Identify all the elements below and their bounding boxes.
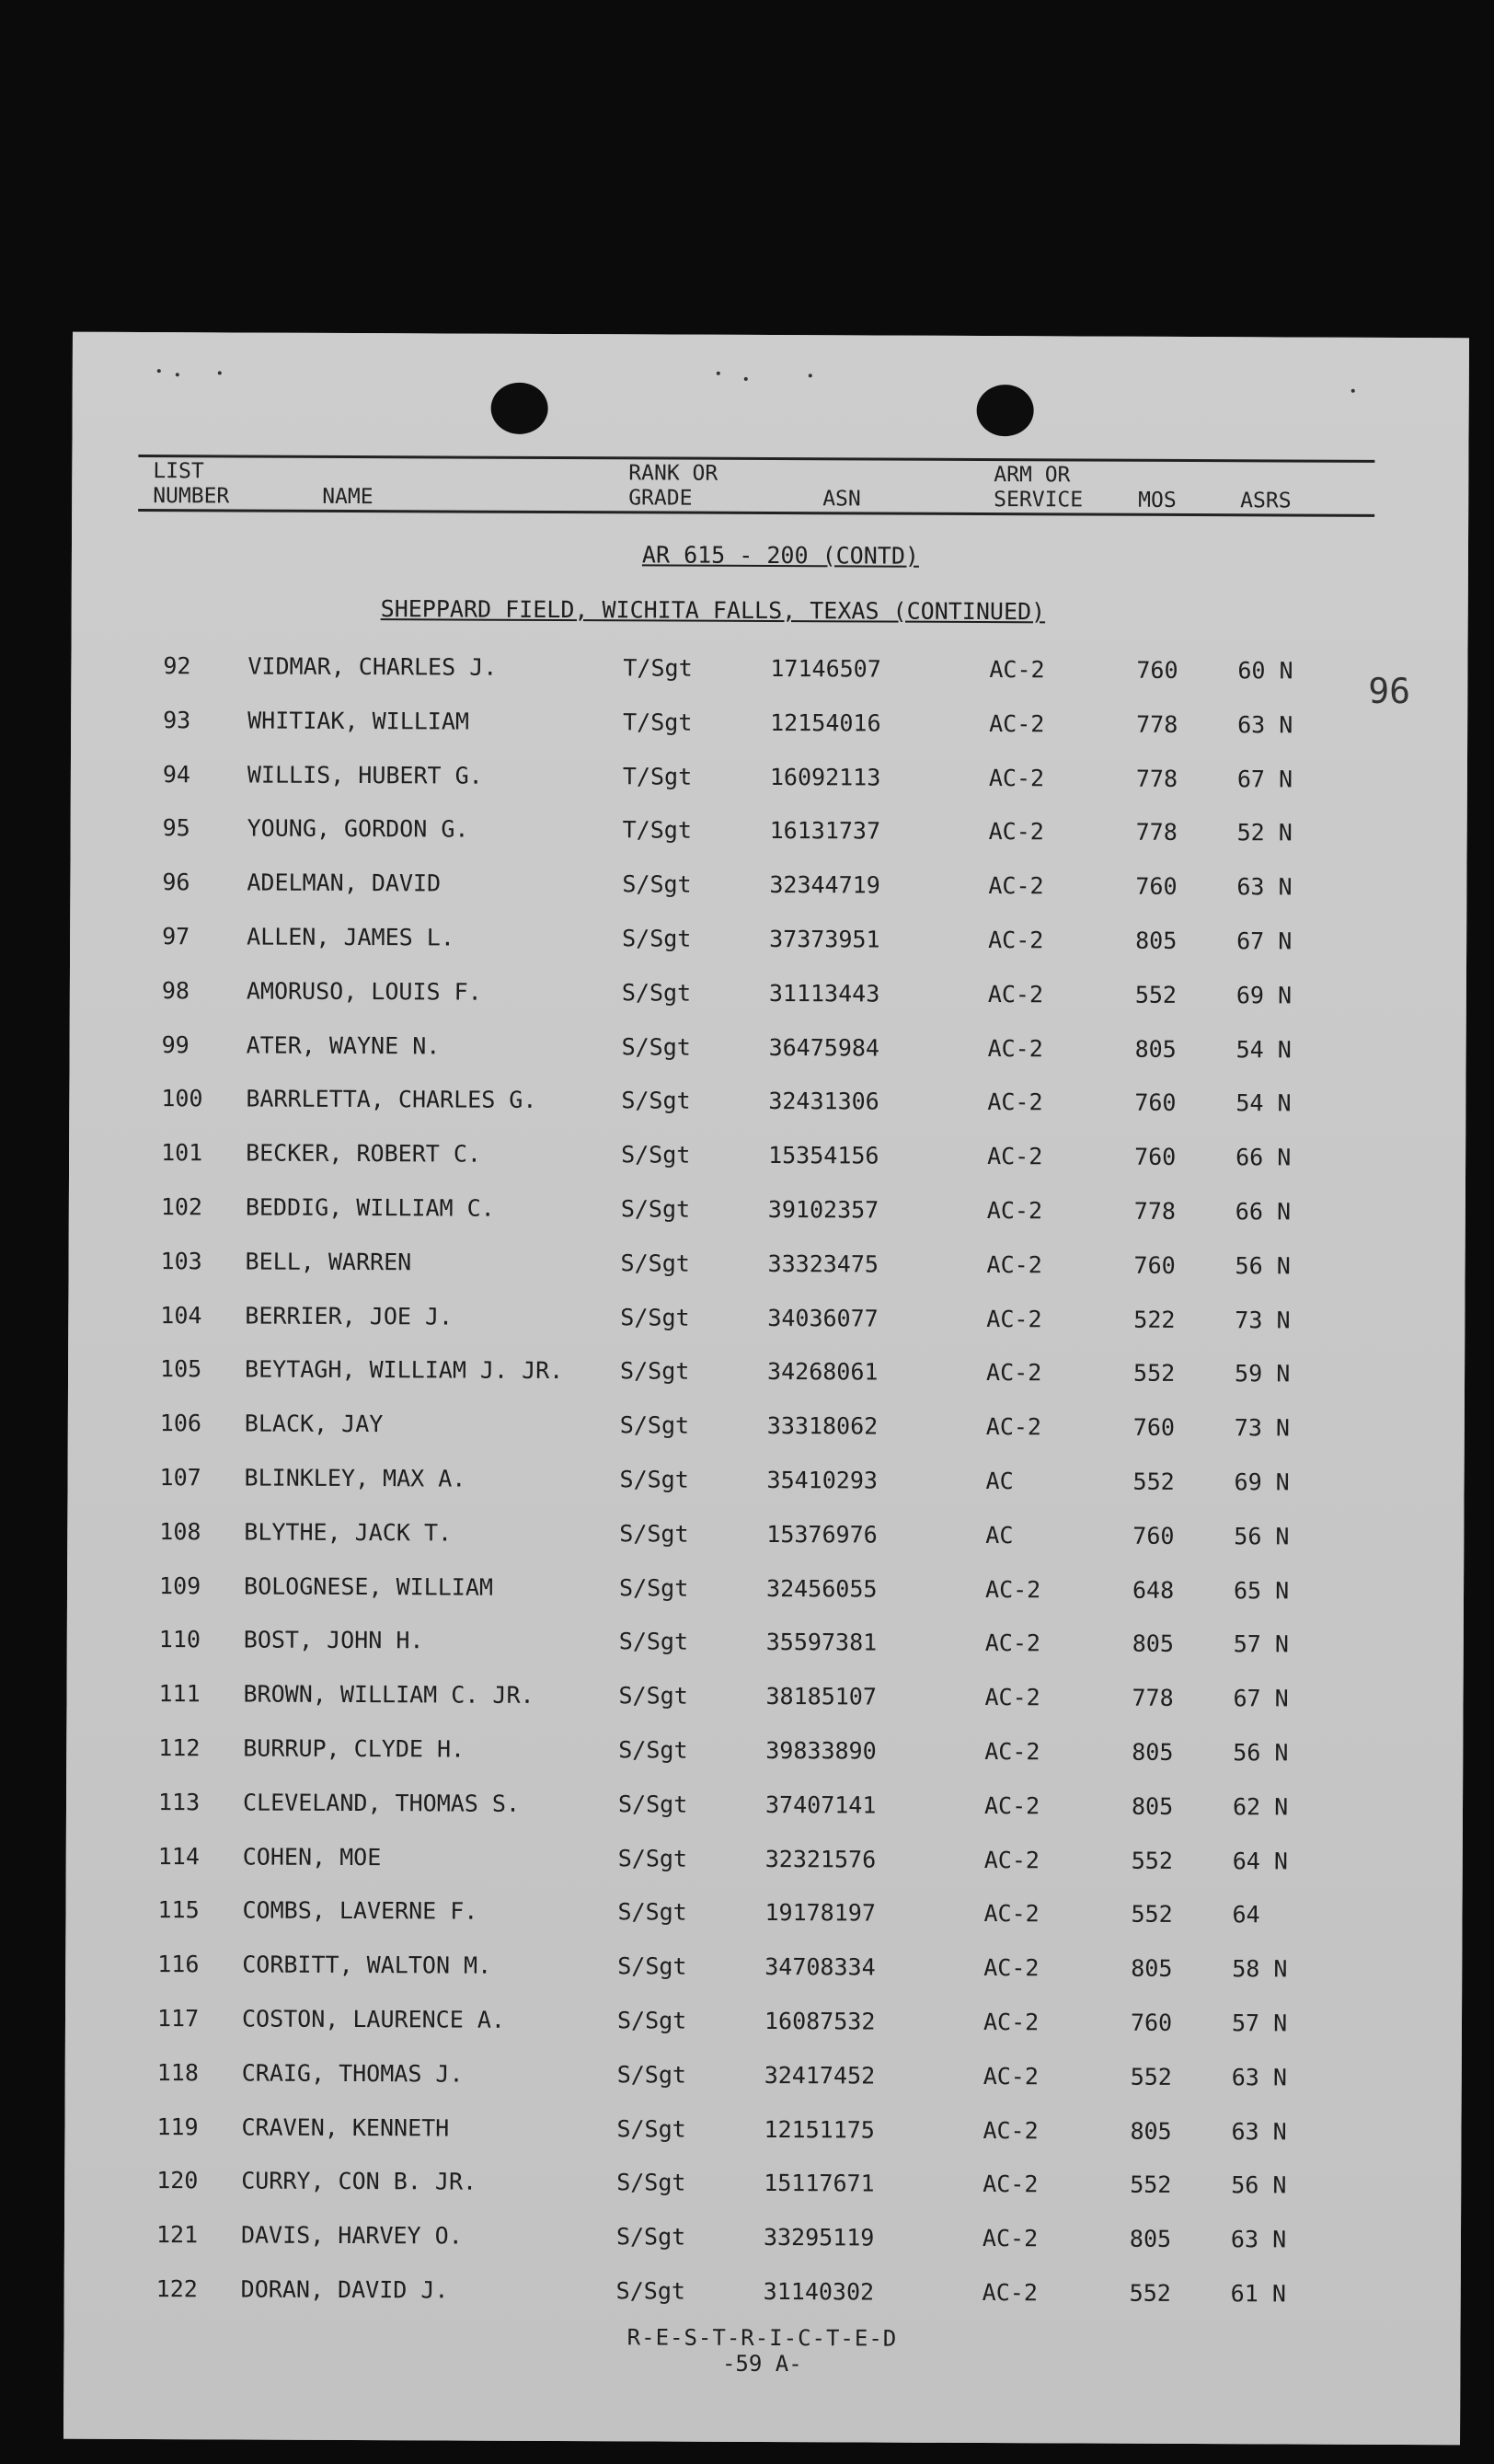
cell-asn: 35410293 (766, 1466, 879, 1494)
cell-rank: S/Sgt (618, 1682, 688, 1710)
cell-mos: 552 (1130, 2171, 1172, 2199)
cell-mos: 648 (1132, 1576, 1175, 1604)
cell-name: BEYTAGH, WILLIAM J. JR. (245, 1355, 564, 1385)
cell-rank: S/Sgt (615, 2223, 686, 2251)
cell-rank: S/Sgt (617, 1790, 688, 1818)
cell-mos: 805 (1131, 1954, 1173, 1983)
cell-mos: 778 (1135, 765, 1178, 792)
cell-name: YOUNG, GORDON G. (247, 814, 469, 843)
cell-mos: 760 (1134, 1143, 1177, 1171)
cell-list-number: 96 (162, 869, 190, 896)
cell-rank: T/Sgt (623, 654, 693, 682)
cell-asrs: 67 N (1236, 765, 1293, 793)
cell-asn: 33318062 (766, 1412, 879, 1440)
cell-asrs: 63 N (1237, 711, 1293, 739)
cell-rank: S/Sgt (617, 1844, 688, 1872)
table-row (71, 698, 1467, 758)
speck (809, 374, 812, 377)
table-row (68, 1348, 1465, 1408)
table-row (64, 2105, 1461, 2165)
cell-asn: 32431306 (768, 1088, 879, 1115)
cell-name: CRAIG, THOMAS J. (241, 2059, 464, 2088)
cell-rank: S/Sgt (620, 1249, 690, 1277)
cell-rank: S/Sgt (621, 1087, 691, 1115)
col-header-mos: MOS (1138, 488, 1177, 512)
cell-mos: 805 (1130, 2117, 1172, 2145)
cell-asrs: 59 N (1235, 1360, 1291, 1387)
cell-asrs: 54 N (1235, 1035, 1292, 1064)
cell-asrs: 63 N (1231, 2063, 1288, 2091)
cell-mos: 552 (1131, 1901, 1173, 1929)
cell-arm-service: AC-2 (983, 2062, 1040, 2090)
table-row (66, 1673, 1463, 1733)
cell-name: BROWN, WILLIAM C. JR. (243, 1680, 534, 1710)
table-row (68, 1402, 1465, 1462)
cell-rank: S/Sgt (620, 1195, 691, 1223)
table-row (70, 807, 1466, 867)
table-row (67, 1457, 1464, 1516)
cell-asn: 37373951 (769, 925, 880, 953)
cell-asrs: 63 N (1231, 2117, 1287, 2145)
cell-rank: S/Sgt (618, 1628, 689, 1655)
cell-asn: 33295119 (763, 2224, 875, 2251)
cell-mos: 805 (1134, 1035, 1177, 1063)
cell-mos: 778 (1136, 710, 1178, 738)
cell-name: ATER, WAYNE N. (246, 1031, 441, 1060)
cell-arm-service: AC-2 (983, 1846, 1040, 1873)
cell-list-number: 107 (159, 1464, 201, 1491)
cell-asrs: 58 N (1232, 1955, 1288, 1983)
cell-asn: 16131737 (769, 817, 881, 845)
cell-asn: 39102357 (767, 1195, 879, 1224)
cell-asn: 34036077 (767, 1304, 879, 1332)
speck (717, 372, 720, 375)
cell-name: ADELMAN, DAVID (247, 869, 442, 897)
cell-mos: 552 (1130, 2063, 1172, 2090)
speck (157, 369, 161, 373)
cell-asrs: 56 N (1234, 1522, 1290, 1550)
cell-asrs: 67 N (1233, 1685, 1289, 1712)
cell-name: DAVIS, HARVEY O. (240, 2221, 463, 2250)
cell-arm-service: AC-2 (986, 1197, 1043, 1225)
table-row (70, 915, 1466, 975)
cell-list-number: 108 (159, 1517, 201, 1546)
cell-asrs: 57 N (1233, 1630, 1290, 1658)
cell-arm-service: AC-2 (988, 872, 1044, 900)
cell-list-number: 94 (162, 760, 191, 788)
cell-arm-service: AC-2 (987, 1088, 1043, 1116)
cell-asrs: 69 N (1235, 982, 1293, 1009)
cell-asrs: 54 N (1235, 1089, 1292, 1117)
cell-mos: 805 (1132, 1630, 1175, 1658)
table-row (70, 969, 1466, 1029)
cell-list-number: 106 (159, 1410, 202, 1437)
cell-list-number: 102 (160, 1193, 203, 1221)
col-header-name: NAME (322, 484, 374, 510)
cell-asrs: 57 N (1231, 2009, 1288, 2037)
table-row (66, 1727, 1463, 1787)
cell-list-number: 93 (163, 706, 191, 734)
cell-asn: 31113443 (768, 979, 880, 1007)
cell-list-number: 92 (163, 652, 191, 680)
cell-mos: 760 (1134, 1089, 1177, 1117)
cell-list-number: 111 (158, 1680, 201, 1708)
table-row (71, 753, 1467, 812)
cell-asrs: 73 N (1234, 1414, 1291, 1442)
cell-list-number: 117 (156, 2005, 200, 2032)
header-rule-bottom (138, 509, 1374, 517)
cell-rank: S/Sgt (616, 2007, 687, 2034)
roster-table (64, 645, 1468, 2328)
speck (176, 373, 179, 376)
cell-rank: S/Sgt (622, 870, 692, 898)
cell-list-number: 115 (157, 1896, 200, 1924)
cell-mos: 552 (1133, 1360, 1176, 1387)
cell-asn: 38185107 (765, 1683, 878, 1710)
cell-asn: 12151175 (764, 2115, 875, 2144)
cell-asn: 32417452 (764, 2061, 876, 2090)
cell-rank: S/Sgt (619, 1520, 689, 1548)
cell-asrs: 63 N (1236, 873, 1293, 901)
table-row (65, 1943, 1462, 2003)
table-row (69, 1132, 1465, 1192)
cell-name: BECKER, ROBERT C. (246, 1139, 482, 1168)
cell-list-number: 105 (160, 1355, 202, 1383)
handwritten-margin-note: 96 (1368, 670, 1411, 712)
cell-rank: S/Sgt (621, 979, 692, 1007)
cell-arm-service: AC-2 (986, 1305, 1042, 1332)
speck (218, 371, 222, 374)
cell-rank: S/Sgt (615, 2277, 686, 2305)
table-row (69, 1077, 1465, 1137)
cell-list-number: 116 (157, 1951, 200, 1978)
table-row (68, 1294, 1465, 1353)
cell-asn: 35597381 (765, 1629, 878, 1656)
cell-list-number: 113 (157, 1788, 201, 1816)
cell-arm-service: AC-2 (983, 2116, 1039, 2144)
cell-arm-service: AC-2 (984, 1684, 1040, 1711)
table-row (64, 2268, 1461, 2328)
cell-arm-service: AC-2 (988, 818, 1044, 846)
cell-list-number: 120 (156, 2167, 199, 2194)
cell-arm-service: AC-2 (984, 1737, 1040, 1766)
cell-arm-service: AC-2 (983, 1791, 1040, 1820)
cell-name: BLACK, JAY (244, 1410, 384, 1438)
cell-name: CORBITT, WALTON M. (242, 1951, 492, 1979)
cell-name: BARRLETTA, CHARLES G. (246, 1085, 537, 1114)
cell-asrs: 64 (1232, 1901, 1260, 1929)
cell-list-number: 119 (156, 2113, 199, 2140)
cell-rank: S/Sgt (616, 2061, 687, 2089)
cell-asrs: 64 N (1232, 1847, 1289, 1875)
cell-asrs: 56 N (1231, 2171, 1287, 2199)
cell-list-number: 121 (155, 2221, 199, 2249)
cell-list-number: 110 (158, 1626, 201, 1653)
cell-arm-service: AC-2 (983, 2008, 1040, 2036)
cell-arm-service: AC-2 (987, 1143, 1043, 1170)
cell-name: CLEVELAND, THOMAS S. (242, 1789, 521, 1817)
cell-asn: 31140302 (763, 2277, 875, 2306)
cell-arm-service: AC-2 (988, 764, 1045, 791)
table-row (66, 1835, 1463, 1894)
cell-asrs: 65 N (1233, 1576, 1290, 1605)
cell-mos: 760 (1132, 1522, 1175, 1549)
cell-list-number: 109 (158, 1572, 201, 1599)
cell-asrs: 66 N (1235, 1198, 1292, 1226)
cell-name: BLINKLEY, MAX A. (244, 1464, 466, 1492)
cell-name: BURRUP, CLYDE H. (243, 1734, 465, 1763)
cell-arm-service: AC-2 (986, 1359, 1042, 1387)
cell-asrs: 52 N (1236, 819, 1293, 846)
cell-asn: 17146507 (770, 655, 881, 683)
cell-name: COMBS, LAVERNE F. (242, 1896, 478, 1925)
cell-asrs: 63 N (1230, 2226, 1287, 2253)
restricted-stamp: R-E-S-T-R-I-C-T-E-D (626, 2324, 898, 2352)
cell-mos: 778 (1133, 1197, 1177, 1225)
cell-arm-service: AC (985, 1467, 1014, 1495)
table-row (65, 1998, 1462, 2057)
speck (744, 377, 748, 381)
cell-mos: 778 (1135, 819, 1178, 846)
cell-asn: 39833890 (765, 1736, 877, 1765)
cell-arm-service: AC-2 (986, 1250, 1042, 1279)
cell-mos: 805 (1135, 927, 1178, 954)
cell-mos: 805 (1132, 1738, 1174, 1766)
cell-mos: 760 (1130, 2009, 1173, 2036)
page-number: -59 A- (721, 2350, 802, 2378)
cell-list-number: 100 (161, 1085, 203, 1112)
col-header-rank: RANK OR GRADE (628, 461, 718, 511)
cell-arm-service: AC-2 (985, 1413, 1042, 1441)
cell-mos: 805 (1131, 1792, 1174, 1820)
cell-asn: 32456055 (765, 1574, 878, 1603)
cell-arm-service: AC-2 (983, 1954, 1040, 1982)
cell-asn: 16092113 (769, 763, 881, 791)
cell-asn: 33323475 (767, 1249, 879, 1278)
cell-name: BOLOGNESE, WILLIAM (243, 1572, 494, 1601)
cell-mos: 778 (1132, 1684, 1174, 1712)
cell-mos: 552 (1131, 1847, 1173, 1874)
cell-mos: 760 (1133, 1251, 1176, 1279)
cell-asrs: 60 N (1237, 657, 1293, 685)
cell-asn: 32344719 (769, 871, 880, 899)
cell-arm-service: AC-2 (983, 2170, 1039, 2198)
cell-arm-service: AC-2 (987, 980, 1044, 1008)
cell-rank: S/Sgt (622, 925, 692, 952)
header-rule-top (138, 455, 1374, 463)
cell-rank: S/Sgt (618, 1573, 689, 1602)
table-row (65, 1889, 1462, 1949)
cell-asrs: 69 N (1234, 1468, 1290, 1496)
table-row (70, 861, 1466, 921)
cell-rank: S/Sgt (619, 1411, 690, 1439)
cell-arm-service: AC-2 (987, 1034, 1043, 1062)
cell-rank: S/Sgt (620, 1303, 690, 1331)
cell-rank: S/Sgt (617, 1898, 687, 1926)
cell-rank: T/Sgt (622, 816, 692, 845)
cell-asn: 19178197 (764, 1899, 876, 1927)
cell-rank: T/Sgt (623, 708, 693, 736)
cell-name: AMORUSO, LOUIS F. (246, 977, 482, 1006)
cell-rank: S/Sgt (621, 1032, 691, 1061)
document-page (63, 332, 1469, 2446)
cell-rank: S/Sgt (616, 2114, 686, 2143)
cell-arm-service: AC-2 (984, 1629, 1041, 1657)
cell-asn: 37407141 (764, 1790, 877, 1819)
cell-name: COSTON, LAURENCE A. (241, 2005, 506, 2033)
cell-name: BELL, WARREN (245, 1248, 412, 1276)
cell-list-number: 118 (156, 2058, 199, 2087)
cell-arm-service: AC-2 (982, 2278, 1038, 2307)
cell-arm-service: AC-2 (982, 2225, 1039, 2252)
cell-list-number: 112 (158, 1734, 201, 1762)
cell-rank: S/Sgt (621, 1141, 691, 1169)
col-header-arm: ARM OR SERVICE (994, 463, 1084, 512)
regulation-title: AR 615 - 200 (CONTD) (641, 541, 920, 570)
cell-arm-service: AC (985, 1521, 1014, 1549)
cell-mos: 760 (1136, 656, 1178, 684)
cell-mos: 552 (1132, 1468, 1175, 1495)
cell-name: CURRY, CON B. JR. (241, 2167, 477, 2195)
cell-list-number: 103 (160, 1247, 202, 1275)
cell-name: WHITIAK, WILLIAM (247, 707, 470, 735)
cell-mos: 760 (1132, 1413, 1176, 1442)
cell-list-number: 95 (162, 814, 190, 842)
table-row (71, 645, 1467, 705)
cell-name: BEDDIG, WILLIAM C. (245, 1193, 495, 1222)
cell-asrs: 73 N (1235, 1306, 1291, 1334)
cell-asn: 12154016 (770, 708, 881, 737)
cell-mos: 552 (1129, 2279, 1171, 2307)
cell-asn: 34268061 (767, 1358, 879, 1386)
cell-mos: 760 (1135, 872, 1178, 901)
cell-asrs: 56 N (1235, 1251, 1291, 1280)
cell-rank: S/Sgt (620, 1357, 690, 1385)
cell-asn: 15117671 (764, 2170, 875, 2197)
speck (1351, 389, 1355, 393)
cell-name: ALLEN, JAMES L. (247, 923, 454, 951)
cell-asrs: 62 N (1232, 1792, 1289, 1821)
cell-name: DORAN, DAVID J. (240, 2275, 449, 2304)
cell-asn: 15354156 (768, 1142, 879, 1169)
cell-mos: 552 (1134, 981, 1178, 1008)
cell-list-number: 114 (157, 1842, 200, 1870)
cell-asn: 32321576 (764, 1845, 877, 1873)
col-header-asrs: ASRS (1240, 489, 1292, 513)
cell-mos: 522 (1133, 1306, 1176, 1333)
cell-name: WILLIS, HUBERT G. (247, 761, 483, 789)
cell-list-number: 104 (160, 1301, 202, 1329)
cell-asrs: 66 N (1235, 1144, 1292, 1171)
table-row (64, 2214, 1461, 2274)
cell-rank: S/Sgt (617, 1952, 687, 1980)
cell-list-number: 98 (161, 976, 190, 1005)
cell-list-number: 122 (155, 2275, 198, 2303)
cell-asrs: 61 N (1230, 2280, 1286, 2308)
cell-list-number: 99 (161, 1031, 190, 1058)
cell-asn: 34708334 (764, 1953, 876, 1981)
punch-hole-left (491, 383, 548, 434)
cell-arm-service: AC-2 (983, 1900, 1040, 1928)
cell-name: BERRIER, JOE J. (245, 1302, 454, 1330)
table-row (67, 1564, 1464, 1624)
cell-list-number: 97 (162, 923, 190, 950)
table-row (67, 1510, 1464, 1570)
cell-name: VIDMAR, CHARLES J. (247, 652, 498, 681)
cell-arm-service: AC-2 (984, 1575, 1041, 1603)
cell-name: BOST, JOHN H. (243, 1626, 424, 1654)
table-row (68, 1239, 1465, 1299)
cell-asn: 15376976 (766, 1520, 878, 1549)
cell-name: CRAVEN, KENNETH (241, 2113, 450, 2142)
cell-asn: 36475984 (768, 1033, 880, 1062)
cell-arm-service: AC-2 (989, 709, 1045, 738)
table-row (69, 1023, 1465, 1083)
table-row (64, 2159, 1461, 2219)
cell-arm-service: AC-2 (989, 656, 1045, 684)
cell-name: COHEN, MOE (242, 1843, 382, 1871)
table-row (66, 1780, 1463, 1840)
cell-rank: T/Sgt (622, 762, 693, 790)
cell-arm-service: AC-2 (988, 927, 1044, 954)
cell-list-number: 101 (161, 1139, 203, 1167)
cell-mos: 805 (1129, 2225, 1172, 2253)
cell-asn: 16087532 (764, 2007, 876, 2035)
table-row (65, 2051, 1462, 2111)
punch-hole-right (977, 385, 1034, 436)
location-title: SHEPPARD FIELD, WICHITA FALLS, TEXAS (CONTINUED) (380, 595, 1046, 626)
cell-asrs: 56 N (1233, 1739, 1289, 1767)
cell-name: BLYTHE, JACK T. (244, 1518, 453, 1547)
col-header-list-number: LIST NUMBER (153, 459, 230, 509)
col-header-asn: ASN (822, 487, 861, 512)
cell-rank: S/Sgt (618, 1736, 688, 1764)
cell-asrs: 67 N (1236, 927, 1293, 955)
cell-rank: S/Sgt (616, 2169, 686, 2196)
table-row (67, 1618, 1464, 1678)
cell-rank: S/Sgt (619, 1466, 689, 1493)
table-row (69, 1186, 1465, 1246)
